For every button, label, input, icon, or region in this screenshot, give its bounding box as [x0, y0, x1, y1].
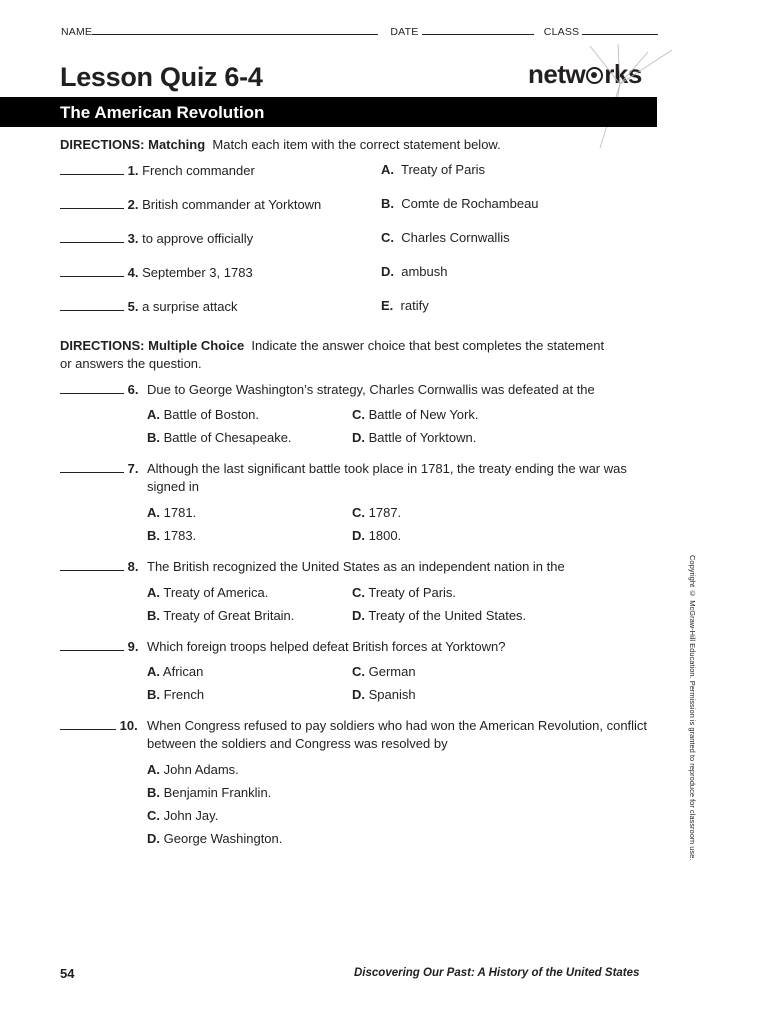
- class-label: CLASS: [543, 26, 580, 38]
- student-info-line: [61, 26, 658, 38]
- item-text: a surprise attack: [142, 299, 238, 314]
- choice-b: B. Benjamin Franklin.: [147, 785, 272, 800]
- choice-a: A. Battle of Boston.: [147, 407, 260, 422]
- question-7: [60, 461, 138, 476]
- answer-blank[interactable]: [60, 383, 124, 394]
- choice-a: A. 1781.: [147, 505, 197, 520]
- page-number: 54: [60, 966, 75, 981]
- item-number: 3.: [127, 231, 139, 246]
- choice-d: D. Treaty of the United States.: [352, 608, 527, 623]
- book-title: Discovering Our Past: A History of the United States: [354, 967, 640, 979]
- page-title: Lesson Quiz 6-4: [60, 62, 263, 92]
- answer-blank[interactable]: [60, 232, 124, 243]
- item-number: 1.: [127, 163, 139, 178]
- matching-directions-label: DIRECTIONS: Matching: [60, 137, 206, 152]
- question-10: [60, 718, 138, 733]
- name-blank[interactable]: [92, 26, 378, 35]
- choice-b: B. French: [147, 687, 205, 702]
- matching-directions: [60, 136, 620, 154]
- mc-directions-label: DIRECTIONS: Multiple Choice: [60, 338, 245, 353]
- multiple-choice-directions: [60, 337, 605, 373]
- item-text: French commander: [142, 163, 255, 178]
- choice-c: C. Treaty of Paris.: [352, 585, 457, 600]
- question-number: 9.: [127, 639, 139, 654]
- item-number: 2.: [127, 197, 139, 212]
- answer-blank[interactable]: [60, 198, 124, 209]
- networks-logo: netw rks: [528, 59, 642, 89]
- answer-blank[interactable]: [60, 300, 124, 311]
- matching-item: [60, 265, 253, 280]
- answer-blank[interactable]: [60, 462, 124, 473]
- choice-d: D. Spanish: [352, 687, 416, 702]
- matching-item: [60, 231, 253, 246]
- item-text: September 3, 1783: [142, 265, 253, 280]
- answer-blank[interactable]: [60, 640, 124, 651]
- item-text: to approve officially: [142, 231, 254, 246]
- question-8: [60, 559, 138, 574]
- date-blank[interactable]: [422, 26, 534, 35]
- choice-b: B. Treaty of Great Britain.: [147, 608, 295, 623]
- name-label: NAME: [61, 26, 93, 38]
- answer-blank[interactable]: [60, 560, 124, 571]
- choice-a: A. African: [147, 664, 204, 679]
- matching-item: [60, 163, 255, 178]
- question-stem: Which foreign troops helped defeat British forces at Yorktown?: [147, 639, 506, 654]
- answer-blank[interactable]: [60, 164, 124, 175]
- choice-c: C. German: [352, 664, 416, 679]
- copyright-notice: Copyright © McGraw-Hill Education. Permission is granted to reproduce for classroom use.: [688, 555, 697, 861]
- question-9: [60, 639, 138, 654]
- choice-c: C. 1787.: [352, 505, 402, 520]
- matching-choice: C. Charles Cornwallis: [381, 230, 510, 245]
- question-number: 10.: [119, 718, 138, 733]
- choice-a: A. Treaty of America.: [147, 585, 269, 600]
- choice-d: D. 1800.: [352, 528, 402, 543]
- answer-blank[interactable]: [60, 266, 124, 277]
- choice-c: C. Battle of New York.: [352, 407, 479, 422]
- question-number: 6.: [127, 382, 139, 397]
- choice-d: D. Battle of Yorktown.: [352, 430, 477, 445]
- question-stem: Although the last significant battle took place in 1781, the treaty ending the war was signed in: [147, 461, 627, 494]
- mc-directions-text: Indicate the answer choice that best completes the statement or answers the question.: [60, 338, 605, 371]
- class-blank[interactable]: [582, 26, 658, 35]
- matching-item: [60, 299, 237, 314]
- date-label: DATE: [390, 26, 419, 38]
- matching-choice: E. ratify: [381, 298, 429, 313]
- choice-d: D. George Washington.: [147, 831, 283, 846]
- matching-item: [60, 197, 321, 212]
- matching-choice: B. Comte de Rochambeau: [381, 196, 539, 211]
- matching-choice: D. ambush: [381, 264, 448, 279]
- section-title: The American Revolution: [60, 103, 265, 122]
- question-6: [60, 382, 138, 397]
- item-number: 5.: [127, 299, 139, 314]
- question-stem: Due to George Washington’s strategy, Charles Cornwallis was defeated at the: [147, 382, 595, 397]
- choice-c: C. John Jay.: [147, 808, 219, 823]
- choice-a: A. John Adams.: [147, 762, 239, 777]
- answer-blank[interactable]: [60, 719, 116, 730]
- choice-b: B. 1783.: [147, 528, 197, 543]
- question-number: 7.: [127, 461, 139, 476]
- matching-directions-text: Match each item with the correct statement below.: [212, 137, 501, 152]
- question-number: 8.: [127, 559, 139, 574]
- item-number: 4.: [127, 265, 139, 280]
- question-stem: When Congress refused to pay soldiers who had won the American Revolution, conflict between the soldiers and Congress was resolved by: [147, 718, 648, 751]
- matching-choice: A. Treaty of Paris: [381, 162, 486, 177]
- item-text: British commander at Yorktown: [142, 197, 322, 212]
- choice-b: B. Battle of Chesapeake.: [147, 430, 292, 445]
- question-stem: The British recognized the United States as an independent nation in the: [147, 559, 565, 574]
